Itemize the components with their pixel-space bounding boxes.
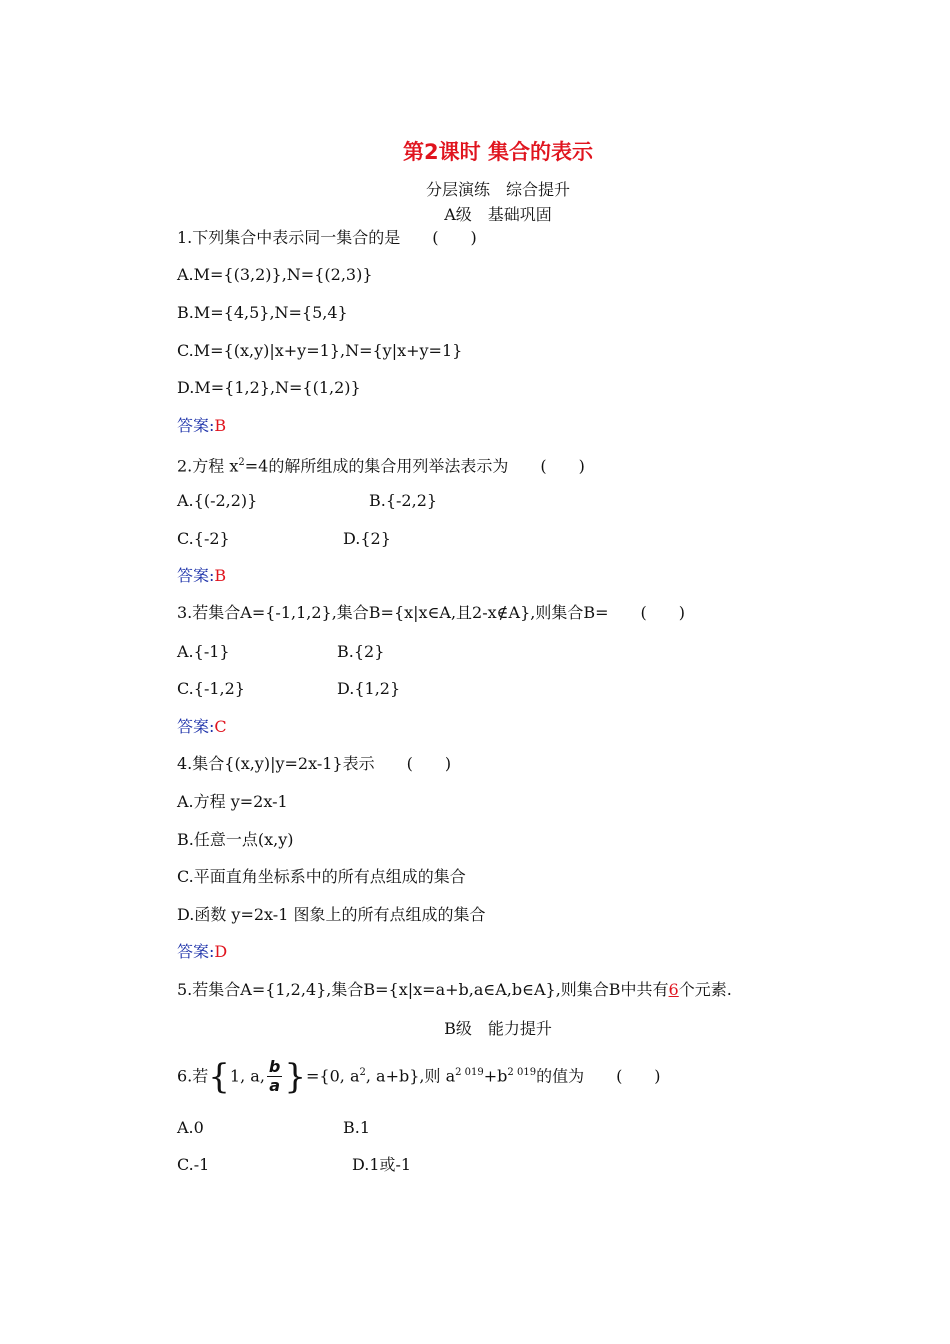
q6-option-c: C.-1: [177, 1155, 210, 1174]
q6-sup-2: 2 019: [455, 1067, 484, 1078]
q6-option-d: D.1或-1: [352, 1155, 412, 1174]
q2-option-b: B.{-2,2}: [369, 491, 438, 510]
q4-option-d: D.函数 y=2x-1 图象上的所有点组成的集合: [177, 905, 486, 924]
answer-label: 答案:: [177, 416, 215, 435]
right-brace-icon: }: [284, 1056, 306, 1097]
q1-option-b: B.M={4,5},N={5,4}: [177, 303, 348, 322]
q6-stem: [177, 1048, 661, 1102]
q3-option-c: C.{-1,2}: [177, 679, 245, 698]
left-brace-icon: {: [208, 1056, 230, 1097]
q2-option-a: A.{(-2,2)}: [177, 491, 258, 510]
q6-stem-mid3: +b: [483, 1066, 508, 1086]
q6-sup-1: 2: [359, 1067, 366, 1078]
answer-value: B: [214, 416, 227, 435]
q5-stem-post: 个元素.: [678, 980, 732, 999]
answer-label: 答案:: [177, 566, 215, 585]
q1-option-c: C.M={(x,y)|x+y=1},N={y|x+y=1}: [177, 341, 463, 360]
q2-option-c: C.{-2}: [177, 529, 230, 548]
q6-sup-3: 2 019: [507, 1067, 537, 1078]
q1-option-a: A.M={(3,2)},N={(2,3)}: [177, 265, 373, 284]
q4-option-a: A.方程 y=2x-1: [177, 792, 288, 811]
q2-stem-sup: 2: [238, 457, 245, 468]
q2-stem-post: =4的解所组成的集合用列举法表示为 ( ): [244, 456, 585, 476]
q6-option-a: A.0: [177, 1118, 204, 1137]
q4-answer: [177, 941, 227, 963]
q6-stem-mid: ={0, a: [306, 1066, 360, 1086]
answer-label: 答案:: [177, 717, 215, 736]
page-title: 第2课时 集合的表示: [403, 140, 593, 164]
answer-value: B: [214, 566, 227, 585]
q4-option-b: B.任意一点(x,y): [177, 830, 294, 849]
q3-answer: [177, 716, 227, 738]
q4-stem: 4.集合{(x,y)|y=2x-1}表示 ( ): [177, 754, 452, 773]
q2-stem: [177, 452, 585, 477]
q6-option-b: B.1: [343, 1118, 371, 1137]
q3-option-b: B.{2}: [337, 642, 385, 661]
q6-set-elements: 1, a,: [229, 1066, 265, 1086]
answer-value: C: [214, 717, 227, 736]
subtitle-level-b: B级 能力提升: [444, 1019, 552, 1038]
fraction-denominator: a: [269, 1076, 281, 1096]
q2-answer: [177, 565, 226, 587]
q2-stem-pre: 2.方程 x: [177, 456, 239, 476]
q3-stem: 3.若集合A={-1,1,2},集合B={x|x∈A,且2-x∉A},则集合B= ( ): [177, 603, 685, 622]
q4-option-c: C.平面直角坐标系中的所有点组成的集合: [177, 867, 466, 886]
q2-option-d: D.{2}: [343, 529, 391, 548]
q5-stem: [177, 979, 732, 1001]
q1-option-d: D.M={1,2},N={(1,2)}: [177, 378, 361, 397]
q3-option-a: A.{-1}: [177, 642, 230, 661]
q6-stem-post: 的值为 ( ): [536, 1066, 661, 1086]
answer-label: 答案:: [177, 942, 215, 961]
answer-value: D: [214, 942, 228, 961]
q6-stem-mid2: , a+b},则 a: [365, 1066, 456, 1086]
q3-option-d: D.{1,2}: [337, 679, 401, 698]
q5-stem-pre: 5.若集合A={1,2,4},集合B={x|x=a+b,a∈A,b∈A},则集合B中共有: [177, 980, 669, 999]
q5-blank-answer: 6: [668, 980, 679, 999]
subtitle-level-a: A级 基础巩固: [444, 205, 552, 224]
subtitle-practice: 分层演练 综合提升: [425, 180, 570, 199]
q1-answer: [177, 415, 226, 437]
q6-stem-pre: 6.若: [177, 1066, 209, 1086]
fraction-numerator: b: [268, 1057, 281, 1077]
q6-fraction: [267, 1058, 282, 1095]
q1-stem: 1.下列集合中表示同一集合的是 ( ): [177, 228, 477, 247]
